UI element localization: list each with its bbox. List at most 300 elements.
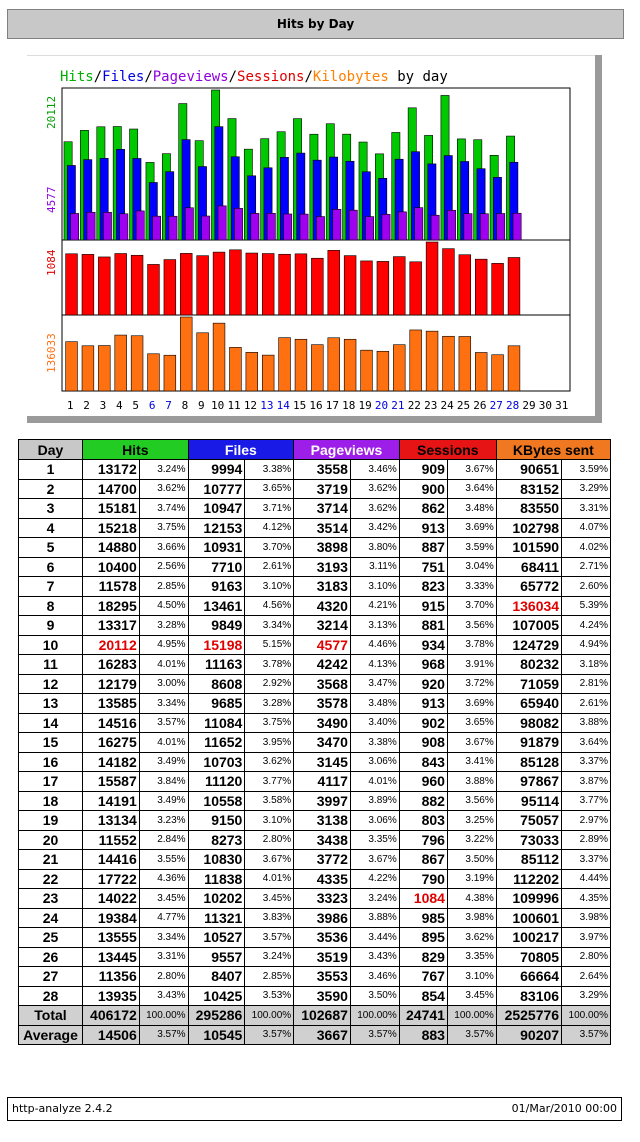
percent-cell: 3.55% — [139, 850, 188, 870]
percent-cell: 5.15% — [245, 635, 294, 655]
percent-cell: 100.00% — [245, 1006, 294, 1026]
sessions-bar — [344, 256, 356, 315]
day-cell: 19 — [19, 811, 83, 831]
value-cell: 902 — [399, 713, 447, 733]
percent-cell: 3.59% — [447, 538, 496, 558]
percent-cell: 3.46% — [350, 967, 399, 987]
percent-cell: 3.38% — [245, 460, 294, 480]
chart-title-part: / — [144, 69, 153, 85]
sessions-bar — [443, 249, 455, 315]
kbytes-bar — [197, 333, 209, 391]
value-cell: 11321 — [188, 908, 245, 928]
percent-cell: 3.06% — [350, 752, 399, 772]
value-cell: 91879 — [496, 733, 561, 753]
percent-cell: 4.21% — [350, 596, 399, 616]
kbytes-bar — [328, 338, 340, 391]
x-tick-label: 11 — [227, 399, 241, 412]
sessions-bar — [66, 254, 78, 315]
percent-cell: 3.57% — [139, 713, 188, 733]
percent-cell: 3.66% — [139, 538, 188, 558]
value-cell: 95114 — [496, 791, 561, 811]
value-cell: 10947 — [188, 499, 245, 519]
pageviews-bar — [464, 214, 472, 240]
percent-cell: 3.69% — [447, 518, 496, 538]
value-cell: 10527 — [188, 928, 245, 948]
value-cell: 9150 — [188, 811, 245, 831]
pageviews-bar — [169, 216, 177, 240]
x-tick-label: 16 — [309, 399, 323, 412]
value-cell: 3568 — [294, 674, 351, 694]
value-cell: 24741 — [399, 1006, 447, 1026]
sessions-bar — [82, 254, 94, 315]
day-cell: 4 — [19, 518, 83, 538]
pageviews-bar — [152, 216, 160, 240]
kbytes-bar — [361, 350, 373, 391]
percent-cell: 3.71% — [245, 499, 294, 519]
percent-cell: 3.41% — [447, 752, 496, 772]
day-cell: 7 — [19, 577, 83, 597]
value-cell: 8608 — [188, 674, 245, 694]
table-row — [19, 713, 611, 733]
day-cell: 15 — [19, 733, 83, 753]
percent-cell: 3.69% — [447, 694, 496, 714]
value-cell: 881 — [399, 616, 447, 636]
value-cell: 14022 — [83, 889, 140, 909]
value-cell: 1084 — [399, 889, 447, 909]
kbytes-bar — [443, 336, 455, 391]
value-cell: 75057 — [496, 811, 561, 831]
value-cell: 16275 — [83, 733, 140, 753]
value-cell: 70805 — [496, 947, 561, 967]
day-cell: 8 — [19, 596, 83, 616]
kbytes-bar — [148, 354, 160, 391]
value-cell: 17722 — [83, 869, 140, 889]
percent-cell: 3.48% — [447, 499, 496, 519]
percent-cell: 3.50% — [350, 986, 399, 1006]
value-cell: 13585 — [83, 694, 140, 714]
table-row — [19, 694, 611, 714]
kbytes-bar — [410, 330, 422, 391]
x-tick-label: 18 — [342, 399, 356, 412]
percent-cell: 3.34% — [245, 616, 294, 636]
value-cell: 3438 — [294, 830, 351, 850]
percent-cell: 3.53% — [245, 986, 294, 1006]
value-cell: 100217 — [496, 928, 561, 948]
value-cell: 10777 — [188, 479, 245, 499]
day-cell: 21 — [19, 850, 83, 870]
percent-cell: 3.10% — [245, 577, 294, 597]
sessions-bar — [98, 257, 110, 315]
table-row — [19, 928, 611, 948]
value-cell: 3997 — [294, 791, 351, 811]
percent-cell: 2.92% — [245, 674, 294, 694]
header-hits: Hits — [83, 440, 189, 460]
sessions-bar — [246, 253, 258, 315]
x-tick-label: 9 — [197, 399, 205, 412]
percent-cell: 4.22% — [350, 869, 399, 889]
kbytes-bar — [344, 339, 356, 391]
value-cell: 767 — [399, 967, 447, 987]
table-row — [19, 655, 611, 675]
percent-cell: 4.44% — [562, 869, 611, 889]
table-header-row — [19, 440, 611, 460]
day-cell: 11 — [19, 655, 83, 675]
pageviews-bar — [267, 213, 275, 240]
percent-cell: 4.94% — [562, 635, 611, 655]
table-row — [19, 460, 611, 480]
kbytes-bar — [426, 331, 438, 391]
sessions-bar — [164, 260, 176, 315]
value-cell: 295286 — [188, 1006, 245, 1026]
value-cell: 4577 — [294, 635, 351, 655]
value-cell: 13134 — [83, 811, 140, 831]
percent-cell: 2.89% — [562, 830, 611, 850]
percent-cell: 4.35% — [562, 889, 611, 909]
value-cell: 124729 — [496, 635, 561, 655]
value-cell: 790 — [399, 869, 447, 889]
kbytes-bar — [66, 342, 78, 391]
percent-cell: 3.28% — [139, 616, 188, 636]
pageviews-bar — [136, 211, 144, 240]
value-cell: 11163 — [188, 655, 245, 675]
percent-cell: 4.24% — [562, 616, 611, 636]
percent-cell: 100.00% — [350, 1006, 399, 1026]
x-tick-label: 10 — [211, 399, 225, 412]
percent-cell: 3.62% — [245, 752, 294, 772]
value-cell: 9557 — [188, 947, 245, 967]
day-cell: 26 — [19, 947, 83, 967]
value-cell: 80232 — [496, 655, 561, 675]
value-cell: 15198 — [188, 635, 245, 655]
day-cell: 24 — [19, 908, 83, 928]
percent-cell: 3.33% — [447, 577, 496, 597]
table-row — [19, 538, 611, 558]
value-cell: 9849 — [188, 616, 245, 636]
value-cell: 10830 — [188, 850, 245, 870]
kbytes-bar — [377, 351, 389, 391]
percent-cell: 3.57% — [562, 1025, 611, 1045]
hits-by-day-chart — [27, 55, 595, 416]
day-cell: 28 — [19, 986, 83, 1006]
percent-cell: 4.77% — [139, 908, 188, 928]
pageviews-bar — [234, 208, 242, 240]
sessions-bar — [377, 261, 389, 315]
hits-axis-label: 20112 — [45, 95, 58, 129]
value-cell: 895 — [399, 928, 447, 948]
chart-title-part: / — [228, 69, 238, 85]
percent-cell: 3.23% — [139, 811, 188, 831]
day-cell: Average — [19, 1025, 83, 1045]
kbytes-bar — [246, 352, 258, 391]
sessions-bar — [311, 258, 323, 315]
percent-cell: 2.60% — [562, 577, 611, 597]
percent-cell: 3.70% — [447, 596, 496, 616]
x-tick-label: 19 — [358, 399, 372, 412]
pageviews-bar — [218, 206, 226, 240]
value-cell: 3772 — [294, 850, 351, 870]
value-cell: 3590 — [294, 986, 351, 1006]
table-row — [19, 596, 611, 616]
chart-title-part: Files — [102, 69, 145, 85]
day-cell: 5 — [19, 538, 83, 558]
table-row — [19, 830, 611, 850]
percent-cell: 3.35% — [447, 947, 496, 967]
percent-cell: 3.80% — [350, 538, 399, 558]
table-row — [19, 947, 611, 967]
value-cell: 2525776 — [496, 1006, 561, 1026]
pageviews-axis-label: 4577 — [45, 186, 58, 213]
percent-cell: 3.62% — [350, 499, 399, 519]
x-tick-label: 30 — [538, 399, 553, 412]
percent-cell: 4.01% — [350, 772, 399, 792]
value-cell: 909 — [399, 460, 447, 480]
value-cell: 83152 — [496, 479, 561, 499]
day-cell: 13 — [19, 694, 83, 714]
pageviews-bar — [185, 208, 193, 240]
day-cell: 17 — [19, 772, 83, 792]
x-tick-label: 13 — [260, 399, 274, 412]
value-cell: 3578 — [294, 694, 351, 714]
header-day: Day — [19, 440, 83, 460]
percent-cell: 3.24% — [139, 460, 188, 480]
percent-cell: 3.37% — [562, 850, 611, 870]
percent-cell: 3.24% — [350, 889, 399, 909]
kbytes-bar — [393, 345, 405, 391]
value-cell: 10558 — [188, 791, 245, 811]
percent-cell: 4.12% — [245, 518, 294, 538]
kbytes-bar — [131, 336, 143, 391]
chart-title-part: Hits — [60, 69, 94, 85]
pageviews-bar — [447, 210, 455, 240]
pageviews-bar — [333, 209, 341, 240]
value-cell: 11578 — [83, 577, 140, 597]
percent-cell: 3.67% — [447, 733, 496, 753]
percent-cell: 3.88% — [447, 772, 496, 792]
value-cell: 7710 — [188, 557, 245, 577]
percent-cell: 4.01% — [139, 655, 188, 675]
percent-cell: 3.10% — [350, 577, 399, 597]
percent-cell: 3.77% — [562, 791, 611, 811]
x-tick-label: 31 — [555, 399, 569, 412]
chart-title-part: Pageviews — [152, 69, 229, 85]
kbytes-bar — [508, 346, 520, 391]
sessions-bar — [230, 250, 242, 315]
x-tick-label: 3 — [99, 399, 107, 412]
percent-cell: 2.97% — [562, 811, 611, 831]
x-tick-label: 1 — [66, 399, 74, 412]
value-cell: 107005 — [496, 616, 561, 636]
percent-cell: 2.85% — [245, 967, 294, 987]
value-cell: 854 — [399, 986, 447, 1006]
percent-cell: 100.00% — [562, 1006, 611, 1026]
kbytes-bar — [295, 339, 307, 391]
total-row — [19, 1006, 611, 1026]
percent-cell: 3.00% — [139, 674, 188, 694]
day-cell: 22 — [19, 869, 83, 889]
day-cell: 1 — [19, 460, 83, 480]
value-cell: 65772 — [496, 577, 561, 597]
value-cell: 10545 — [188, 1025, 245, 1045]
sessions-bar — [115, 254, 127, 315]
value-cell: 66664 — [496, 967, 561, 987]
chart-title-part: Sessions — [237, 69, 305, 85]
value-cell: 915 — [399, 596, 447, 616]
value-cell: 85112 — [496, 850, 561, 870]
value-cell: 3898 — [294, 538, 351, 558]
value-cell: 3514 — [294, 518, 351, 538]
x-tick-label: 28 — [506, 399, 520, 412]
value-cell: 14506 — [83, 1025, 140, 1045]
kbytes-bar — [459, 336, 471, 391]
kbytes-bar — [262, 355, 274, 391]
x-tick-label: 23 — [424, 399, 438, 412]
percent-cell: 3.70% — [245, 538, 294, 558]
header-sessions: Sessions — [399, 440, 496, 460]
percent-cell: 3.11% — [350, 557, 399, 577]
percent-cell: 3.57% — [350, 1025, 399, 1045]
value-cell: 985 — [399, 908, 447, 928]
page-title: Hits by Day — [7, 9, 624, 39]
pageviews-bar — [366, 217, 374, 240]
percent-cell: 3.29% — [562, 986, 611, 1006]
value-cell: 13317 — [83, 616, 140, 636]
table-row — [19, 752, 611, 772]
percent-cell: 3.40% — [350, 713, 399, 733]
percent-cell: 3.67% — [447, 460, 496, 480]
value-cell: 71059 — [496, 674, 561, 694]
percent-cell: 3.78% — [245, 655, 294, 675]
value-cell: 920 — [399, 674, 447, 694]
percent-cell: 3.45% — [139, 889, 188, 909]
value-cell: 14700 — [83, 479, 140, 499]
value-cell: 3490 — [294, 713, 351, 733]
percent-cell: 3.10% — [245, 811, 294, 831]
percent-cell: 4.46% — [350, 635, 399, 655]
value-cell: 8273 — [188, 830, 245, 850]
percent-cell: 3.98% — [447, 908, 496, 928]
value-cell: 10703 — [188, 752, 245, 772]
x-tick-label: 4 — [116, 399, 123, 412]
value-cell: 796 — [399, 830, 447, 850]
value-cell: 862 — [399, 499, 447, 519]
kbytes-bar — [475, 352, 487, 391]
value-cell: 4242 — [294, 655, 351, 675]
kbytes-bar — [279, 338, 291, 391]
x-tick-label: 21 — [391, 399, 405, 412]
day-cell: 2 — [19, 479, 83, 499]
pageviews-bar — [431, 215, 439, 240]
percent-cell: 3.57% — [139, 1025, 188, 1045]
value-cell: 803 — [399, 811, 447, 831]
table-row — [19, 986, 611, 1006]
value-cell: 11084 — [188, 713, 245, 733]
table-row — [19, 850, 611, 870]
kbytes-bar — [492, 355, 504, 391]
percent-cell: 3.46% — [350, 460, 399, 480]
percent-cell: 4.01% — [139, 733, 188, 753]
sessions-axis-label: 1084 — [45, 249, 58, 276]
value-cell: 3719 — [294, 479, 351, 499]
day-cell: 20 — [19, 830, 83, 850]
percent-cell: 2.81% — [562, 674, 611, 694]
x-tick-label: 20 — [374, 399, 389, 412]
value-cell: 12179 — [83, 674, 140, 694]
percent-cell: 3.78% — [447, 635, 496, 655]
value-cell: 823 — [399, 577, 447, 597]
value-cell: 9685 — [188, 694, 245, 714]
kbytes-bar — [311, 345, 323, 391]
value-cell: 3183 — [294, 577, 351, 597]
day-cell: 12 — [19, 674, 83, 694]
percent-cell: 2.61% — [245, 557, 294, 577]
value-cell: 3536 — [294, 928, 351, 948]
percent-cell: 3.42% — [350, 518, 399, 538]
sessions-bar — [426, 242, 438, 315]
table-row — [19, 772, 611, 792]
percent-cell: 3.88% — [350, 908, 399, 928]
percent-cell: 4.02% — [562, 538, 611, 558]
value-cell: 13555 — [83, 928, 140, 948]
value-cell: 83550 — [496, 499, 561, 519]
kbytes-bar — [98, 346, 110, 391]
value-cell: 3553 — [294, 967, 351, 987]
pageviews-bar — [103, 212, 111, 240]
kbytes-axis-label: 136033 — [45, 333, 58, 373]
percent-cell: 4.07% — [562, 518, 611, 538]
header-kbytes: KBytes sent — [496, 440, 610, 460]
value-cell: 406172 — [83, 1006, 140, 1026]
sessions-bar — [508, 257, 520, 315]
percent-cell: 3.28% — [245, 694, 294, 714]
x-tick-label: 8 — [181, 399, 189, 412]
value-cell: 3193 — [294, 557, 351, 577]
percent-cell: 3.38% — [350, 733, 399, 753]
header-files: Files — [188, 440, 294, 460]
percent-cell: 3.91% — [447, 655, 496, 675]
x-tick-label: 6 — [148, 399, 156, 412]
software-version: http-analyze 2.4.2 — [12, 1102, 113, 1115]
percent-cell: 2.84% — [139, 830, 188, 850]
kbytes-bar — [164, 355, 176, 391]
percent-cell: 2.80% — [245, 830, 294, 850]
value-cell: 85128 — [496, 752, 561, 772]
value-cell: 14182 — [83, 752, 140, 772]
sessions-bar — [295, 254, 307, 315]
x-tick-label: 27 — [489, 399, 503, 412]
percent-cell: 2.61% — [562, 694, 611, 714]
x-tick-label: 22 — [407, 399, 421, 412]
value-cell: 73033 — [496, 830, 561, 850]
value-cell: 11356 — [83, 967, 140, 987]
percent-cell: 4.95% — [139, 635, 188, 655]
percent-cell: 3.83% — [245, 908, 294, 928]
day-cell: 10 — [19, 635, 83, 655]
value-cell: 90651 — [496, 460, 561, 480]
x-tick-label: 17 — [325, 399, 340, 412]
value-cell: 13445 — [83, 947, 140, 967]
table-row — [19, 635, 611, 655]
value-cell: 19384 — [83, 908, 140, 928]
value-cell: 109996 — [496, 889, 561, 909]
percent-cell: 3.49% — [139, 791, 188, 811]
value-cell: 65940 — [496, 694, 561, 714]
percent-cell: 3.10% — [447, 967, 496, 987]
sessions-bar — [475, 259, 487, 315]
value-cell: 3519 — [294, 947, 351, 967]
value-cell: 13935 — [83, 986, 140, 1006]
percent-cell: 2.80% — [139, 967, 188, 987]
pageviews-bar — [415, 208, 423, 240]
